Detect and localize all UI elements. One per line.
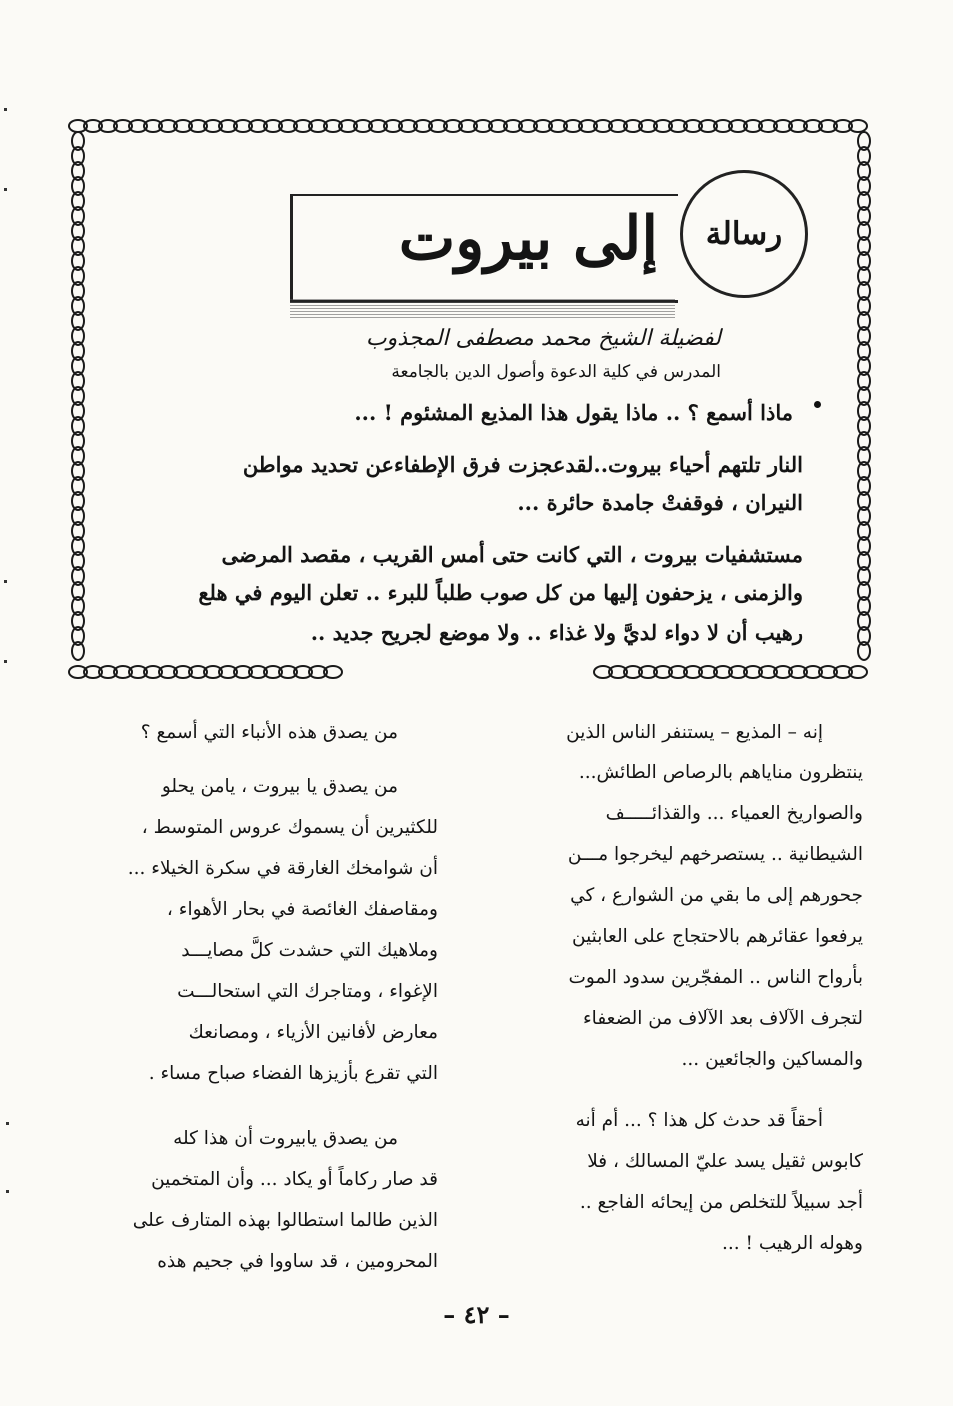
left-column-line: الإغواء ، ومتاجرك التي استحالـــت <box>177 981 438 1002</box>
author-line: لفضيلة الشيخ محمد مصطفى المجذوب <box>365 326 721 351</box>
left-column-line: المحرومين ، قد ساووا في جحيم هذه <box>157 1251 438 1272</box>
intro-line: مستشفيات بيروت ، التي كانت حتى أمس القريب ، مقصد المرضى <box>221 542 803 567</box>
scan-speck <box>4 108 7 111</box>
page-number <box>0 1300 953 1329</box>
right-column-line: وهوله الرهيب ! ... <box>721 1233 863 1254</box>
left-column-line: قد صار ركاماً أو يكاد ... وأن المتخمين <box>151 1169 438 1190</box>
seal-word: رسالة <box>705 216 783 252</box>
left-column-line: من يصدق يابيروت أن هذا كله <box>173 1128 398 1149</box>
page-title: إلى بيروت <box>398 204 658 274</box>
left-column-line: أن شوامخك الغارقة في سكرة الخيلاء ... <box>127 858 438 879</box>
right-column-line: الشيطانية .. يستصرخهم ليخرجوا مـــن <box>567 844 863 865</box>
left-column-line: وملاهيك التي حشدت كلَّ مصايـــد <box>181 940 438 961</box>
seal-medallion <box>680 170 808 298</box>
right-column-line: والصواريخ العمياء ... والقذائـــــف <box>605 803 863 824</box>
scan-speck <box>4 660 7 663</box>
intro-line: ماذا أسمع ؟ .. ماذا يقول هذا المذيع المشئوم ! ... <box>354 400 793 425</box>
right-column-line: كابوس ثقيل يسد عليّ المسالك ، فلا <box>587 1151 863 1172</box>
intro-line: النيران ، فوقفتْ جامدة حائرة ... <box>517 490 803 515</box>
scan-speck <box>4 580 7 583</box>
left-column-line: التي تقرع بأزيزها الفضاء صباح مساء . <box>148 1063 438 1084</box>
right-column-line: إنه – المذيع – يستنفر الناس الذين <box>566 722 823 743</box>
right-column-line: بأرواح الناس .. المفجّرين سدود الموت <box>568 967 863 988</box>
right-column-line: لتجرف الآلاف بعد الآلاف من الضعفاء <box>582 1008 863 1029</box>
title-frame <box>290 194 678 303</box>
scan-speck <box>6 1122 9 1125</box>
left-column-line: من يصدق هذه الأنباء التي أسمع ؟ <box>140 722 398 743</box>
right-column-line: جحورهم إلى ما بقي من الشوارع ، كي <box>570 885 863 906</box>
right-column-line: والمساكين والجائعين ... <box>681 1049 863 1070</box>
bullet-dot <box>814 401 821 408</box>
intro-line: رهيب أن لا دواء لديَّ ولا غذاء .. ولا موضع لجريح جديد .. <box>310 620 803 645</box>
left-column-line: معارض لأفانين الأزياء ، ومصانعك <box>188 1022 438 1043</box>
affiliation-line: المدرس في كلية الدعوة وأصول الدين بالجامعة <box>391 362 721 382</box>
intro-line: والزمنى ، يزحفون إليها من كل صوب طلباً للبرء .. تعلن اليوم في هلع <box>198 580 803 605</box>
scan-speck <box>6 1190 9 1193</box>
intro-line: النار تلتهم أحياء بيروت..لقدعجزت فرق الإطفاءعن تحديد مواطن <box>242 452 803 477</box>
title-hatching <box>290 298 675 318</box>
left-column-line: ومقاصفك الغائصة في بحار الأهواء ، <box>166 899 438 920</box>
left-column-line: من يصدق يا بيروت ، يامن يحلو <box>161 776 398 797</box>
scan-speck <box>4 188 7 191</box>
right-column-line: يرفعوا عقائرهم بالاحتجاج على العابثين <box>572 926 863 947</box>
page-number-text: – ٤٢ – <box>443 1300 510 1329</box>
right-column-line: أجد سبيلاً للتخلص من إيحائه الفاجع .. <box>579 1192 863 1213</box>
left-column-line: للكثيرين أن يسموك عروس المتوسط ، <box>141 817 438 838</box>
left-column-line: الذين طالما استطالوا بهذه المتارف على <box>132 1210 438 1231</box>
right-column-line: أحقاً قد حدث كل هذا ؟ ... أم أنه <box>575 1110 823 1131</box>
right-column-line: ينتظرون مناياهم بالرصاص الطائش... <box>578 762 863 783</box>
